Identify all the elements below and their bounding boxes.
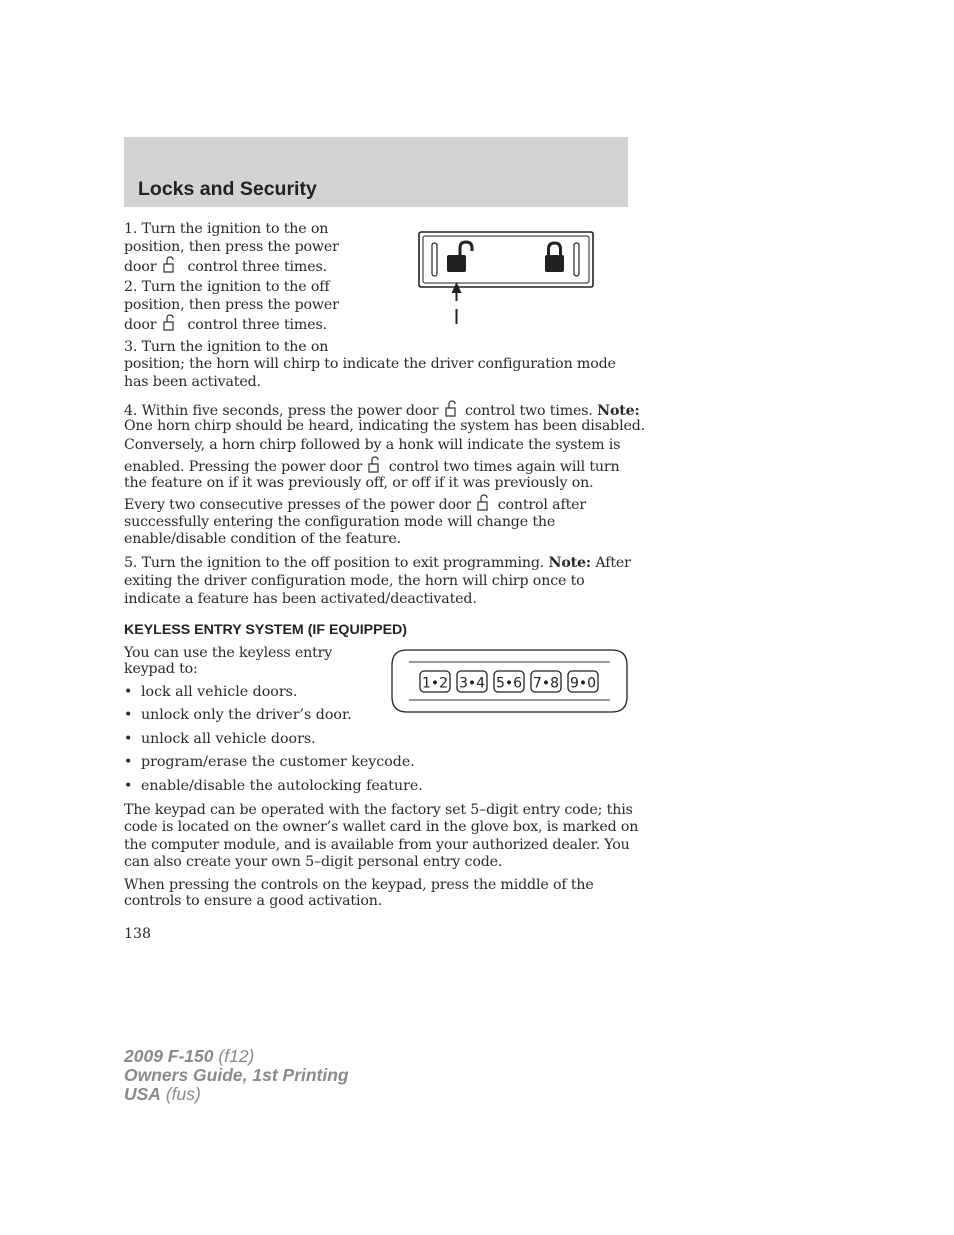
bullet-icon: •	[124, 706, 133, 723]
unlock-indicator-arrow	[452, 282, 462, 324]
step-4-line-5: the feature on if it was previously off, or off if it was previously on.	[124, 474, 594, 491]
step-4-line-2: One horn chirp should be heard, indicating the system has been disabled.	[124, 418, 645, 435]
list-item: • unlock only the driver’s door.	[124, 706, 352, 723]
keypad-paragraph-line-4: can also create your own 5–digit personal entry code.	[124, 854, 503, 871]
step-2-line-1: 2. Turn the ignition to the off	[124, 279, 330, 295]
step-5-line-1: 5. Turn the ignition to the off position to exit programming. Note: After	[124, 554, 631, 571]
step-1-line-2: position, then press the power	[124, 238, 339, 255]
footer-line-1: 2009 F-150 (f12)	[124, 1046, 255, 1066]
activation-paragraph-line-1: When pressing the controls on the keypad, press the middle of the	[124, 876, 594, 893]
keypad-paragraph-line-2: code is located on the owner’s wallet card in the glove box, is marked on	[124, 819, 639, 836]
step-4-line-3: Conversely, a horn chirp followed by a honk will indicate the system is	[124, 437, 621, 454]
step-2-line-3: door control three times.	[124, 314, 327, 335]
keypad-paragraph-line-1: The keypad can be operated with the factory set 5–digit entry code; this	[124, 801, 633, 818]
activation-paragraph-line-2: controls to ensure a good activation.	[124, 893, 383, 910]
list-item: • lock all vehicle doors.	[124, 683, 298, 700]
footer-line-2: Owners Guide, 1st Printing	[124, 1065, 349, 1085]
step-2-line-2: position, then press the power	[124, 296, 339, 313]
bullet-icon: •	[124, 730, 133, 747]
keypad-key-label: 1•2	[421, 675, 449, 692]
keypad-key	[420, 671, 450, 692]
step-4-line-7: successfully entering the configuration mode will change the	[124, 513, 556, 530]
step-1-line-3: door control three times.	[124, 256, 327, 277]
keypad-key-label: 5•6	[495, 675, 523, 692]
keypad-paragraph-line-3: the computer module, and is available from your authorized dealer. You	[124, 836, 630, 853]
door-lock-control-illustration	[418, 231, 594, 327]
keypad-key-label: 7•8	[532, 675, 560, 692]
power-door-unlock-icon	[161, 314, 179, 332]
keypad-key	[457, 671, 487, 692]
bullet-icon: •	[124, 683, 133, 700]
keypad-key-label: 3•4	[458, 675, 486, 692]
keypad-key-label: 9•0	[569, 675, 597, 692]
keyless-intro-line-2: keypad to:	[124, 661, 198, 678]
step-4-line-4: enabled. Pressing the power door control two times again will turn	[124, 456, 620, 477]
step-4-line-6: Every two consecutive presses of the power door control after	[124, 494, 586, 515]
note-label: Note:	[548, 554, 591, 571]
step-1-line-1: 1. Turn the ignition to the on	[124, 221, 329, 237]
keypad-key	[494, 671, 524, 692]
page-number: 138	[124, 926, 152, 942]
step-4-line-8: enable/disable condition of the feature.	[124, 531, 402, 548]
section-title: Locks and Security	[138, 178, 317, 200]
keypad-key	[531, 671, 561, 692]
note-label: Note:	[597, 402, 640, 419]
step-3-line-1: 3. Turn the ignition to the on	[124, 338, 329, 355]
power-door-unlock-icon	[366, 456, 384, 474]
keyless-keypad-illustration	[391, 649, 628, 713]
list-item: • enable/disable the autolocking feature.	[124, 777, 423, 794]
keyless-entry-heading: KEYLESS ENTRY SYSTEM (IF EQUIPPED)	[124, 622, 408, 638]
keyless-intro-line-1: You can use the keyless entry	[124, 644, 333, 661]
footer-line-3: USA (fus)	[124, 1084, 201, 1104]
list-item: • unlock all vehicle doors.	[124, 730, 316, 747]
keypad-key	[568, 671, 598, 692]
step-3-line-2: position; the horn will chirp to indicate the driver configuration mode	[124, 356, 616, 373]
step-4-line-1: 4. Within five seconds, press the power door control two times. Note:	[124, 400, 640, 421]
section-header-band	[124, 137, 628, 207]
bullet-icon: •	[124, 777, 133, 794]
power-door-unlock-icon	[443, 400, 461, 418]
print-footer	[124, 1047, 349, 1104]
step-3-line-3: has been activated.	[124, 373, 261, 390]
list-item: • program/erase the customer keycode.	[124, 753, 415, 770]
step-5-line-2: exiting the driver configuration mode, the horn will chirp once to	[124, 572, 585, 589]
power-door-unlock-icon	[475, 494, 493, 512]
power-door-unlock-icon	[161, 256, 179, 274]
step-5-line-3: indicate a feature has been activated/deactivated.	[124, 590, 477, 607]
bullet-icon: •	[124, 753, 133, 770]
